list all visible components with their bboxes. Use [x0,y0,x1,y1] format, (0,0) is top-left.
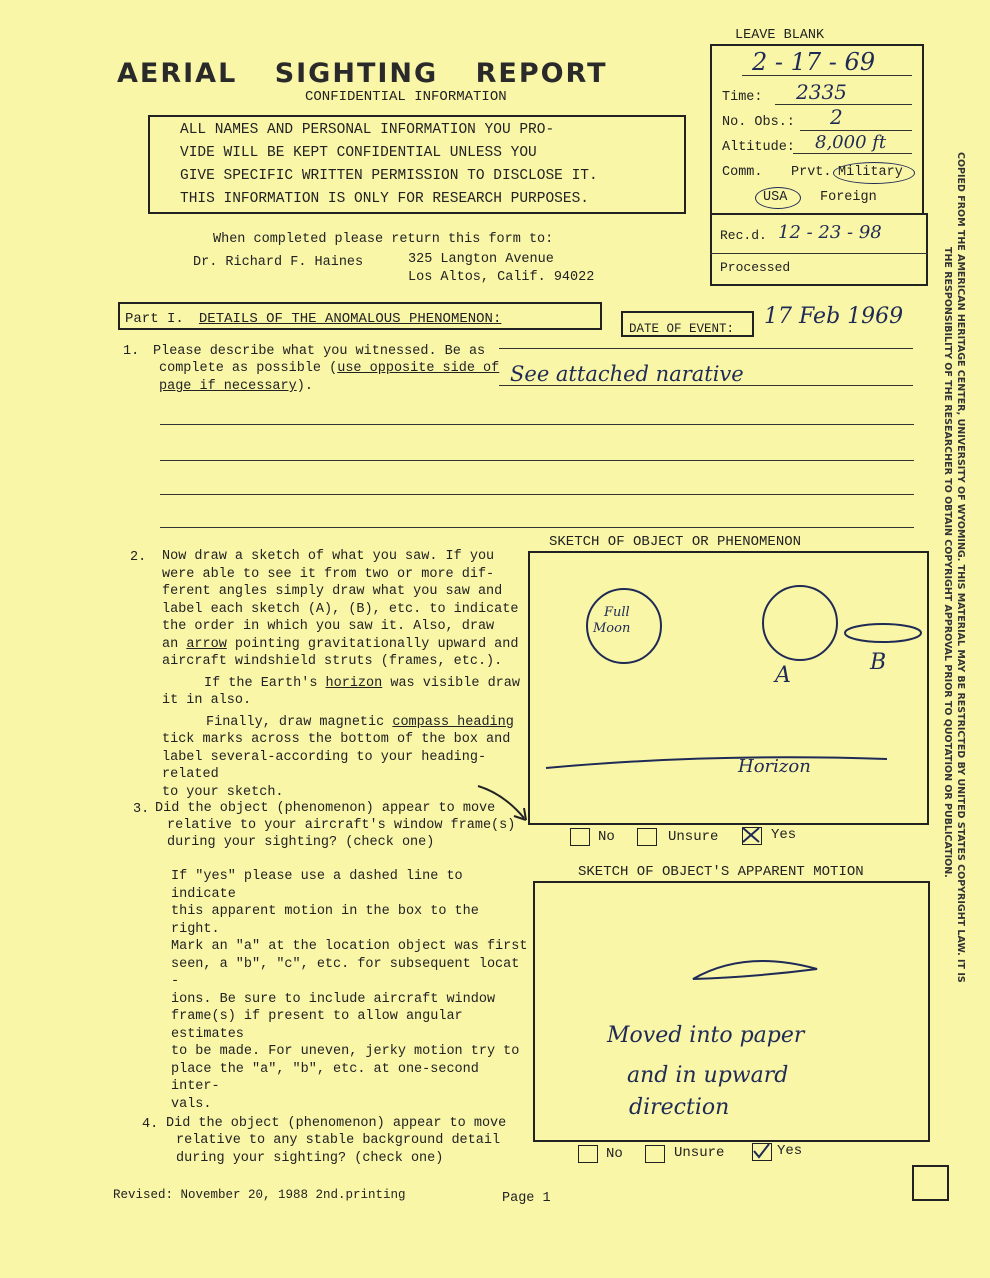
q2-number: 2. [130,550,147,565]
q2-l10a: Finally, draw magnetic [206,714,393,730]
title-word-2: SIGHTING [274,58,439,89]
q2-line: were able to see it from two or more dif- [162,566,495,582]
q3-instruction-line: place the "a", "b", etc. at one-second inter- [171,1061,479,1094]
q1-answer: See attached narative [510,362,744,386]
horizon-label: Horizon [738,756,811,777]
q2-line [162,636,532,654]
q4-number: 4. [142,1117,159,1132]
q4-unsure-label: Unsure [674,1145,725,1161]
q4-no-checkbox[interactable] [578,1145,598,1163]
check-mark-icon [751,1142,771,1160]
q1-number: 1. [123,344,140,359]
received-divider [710,253,928,254]
object-b-label: B [870,650,887,675]
q4-line1: Did the object (phenomenon) appear to move [166,1116,507,1131]
sketch2-drawing [535,883,928,1140]
motion-note-3: direction [629,1095,730,1120]
foreign-label: Foreign [820,190,877,205]
report-date: 2 - 17 - 69 [752,48,876,76]
q1-answer-line [160,424,914,425]
q2-line: tick marks across the bottom of the box and [162,732,511,747]
q3-instruction-line: to be made. For uneven, jerky motion try to [171,1044,520,1059]
q1-answer-line [499,348,913,349]
q1-answer-line [160,460,914,461]
q3-instruction-line: Mark an "a" at the location object was first [171,939,528,954]
q1-line1: Please describe what you witnessed. Be as [153,344,486,359]
q2-line: ferent angles simply draw what you saw and [162,584,503,599]
q4-line3: during your sighting? (check one) [176,1151,444,1166]
motion-note-1: Moved into paper [607,1023,805,1048]
q1-line2-a: complete as possible ( [159,361,338,376]
q3-yes-checkbox[interactable] [742,827,762,845]
q1-line3-b: ). [296,379,313,394]
q3-unsure-checkbox[interactable] [637,828,657,846]
usa-circle [755,187,801,209]
confidential-notice [148,115,686,214]
q2-line: to your sketch. [162,784,284,800]
date-of-event-label: DATE OF EVENT: [629,322,735,336]
q1-line3-a: page if necessary [159,379,297,394]
part1-heading: DETAILS OF THE ANOMALOUS PHENOMENON: [198,311,502,327]
q2-l8b: horizon [325,675,383,691]
q1-answer-line [160,494,914,495]
q3-number: 3. [133,802,150,817]
q4-yes-checkbox[interactable] [752,1143,772,1161]
leave-blank-label: LEAVE BLANK [735,28,825,43]
q1-answer-line [499,385,913,386]
q2-l8a: If the Earth's [204,675,326,691]
time-underline [775,104,912,105]
q4-line2: relative to any stable background detail [176,1133,501,1148]
q2-line: label several-according to your heading-related [162,749,487,782]
q3-instruction-line: vals. [171,1096,212,1112]
date-of-event-value: 17 Feb 1969 [764,304,904,329]
prvt-label: Prvt. [791,165,832,180]
military-label: Military [838,165,903,180]
altitude-label: Altitude: [722,140,795,155]
q2-line [162,714,532,732]
q3-line1: Did the object (phenomenon) appear to move [155,801,496,816]
date-underline [742,75,912,76]
usa-label: USA [763,190,788,205]
time-label: Time: [722,90,763,105]
sketch2-box [533,881,930,1142]
q3-instruction-line: seen, a "b", "c", etc. for subsequent locat - [171,956,520,989]
q2-text [162,548,532,801]
notice-line: VIDE WILL BE KEPT CONFIDENTIAL UNLESS YOU [180,145,537,161]
notice-line: THIS INFORMATION IS ONLY FOR RESEARCH PURPOSES. [180,191,589,207]
q3-no-checkbox[interactable] [570,828,590,846]
q2-line: it in also. [162,693,252,708]
sketch1-title: SKETCH OF OBJECT OR PHENOMENON [549,534,802,550]
return-label: When completed please return this form to: [213,232,554,247]
comm-label: Comm. [722,165,763,180]
q2-l6a: an [162,636,187,652]
return-name: Dr. Richard F. Haines [193,255,364,270]
date-of-event-box [621,311,754,337]
page-number: Page 1 [502,1191,551,1206]
title-word-3: REPORT [475,58,608,89]
q1-line2 [159,360,499,378]
q1-line2-b: use opposite side of [337,361,500,376]
corner-box [912,1165,949,1201]
received-label: Rec.d. [720,228,767,243]
full-moon-label-2: Moon [593,621,631,636]
check-mark-icon [741,826,761,844]
object-a-label: A [775,663,791,688]
copyright-line-1: COPIED FROM THE AMERICAN HERITAGE CENTER, UNIVERSITY OF WYOMING. THIS MATERIAL MAY BE RESTRICTED BY UNITED STATES COPYRIGHT LAW. IT IS [955,152,966,983]
sketch1-box [528,551,929,825]
form-title [117,58,652,89]
return-address-2: Los Altos, Calif. 94022 [408,270,595,285]
q4-no-label: No [606,1146,623,1162]
processed-label: Processed [720,260,791,275]
part1-heading-box [118,302,602,330]
part1-label: Part I. [125,311,184,327]
object-saucer-shape [693,961,817,979]
q3-instructions [171,868,531,1113]
q3-instruction-line: frame(s) if present to allow angular estimates [171,1009,463,1042]
q4-unsure-checkbox[interactable] [645,1145,665,1163]
notice-line: ALL NAMES AND PERSONAL INFORMATION YOU PRO- [180,122,555,138]
title-word-1: AERIAL [117,58,238,89]
full-moon-label-1: Full [604,605,630,620]
q3-instruction-line: If "yes" please use a dashed line to indicate [171,869,463,902]
q1-line3 [159,378,313,396]
q2-l6c: pointing gravitationally upward and [226,636,519,652]
obs-label: No. Obs.: [722,115,795,130]
sketch2-title: SKETCH OF OBJECT'S APPARENT MOTION [578,864,864,880]
obs-underline [800,130,912,131]
object-a-circle [763,586,837,660]
q2-line: Now draw a sketch of what you saw. If you [162,549,495,564]
q2-l8c: was visible draw [382,675,520,691]
copyright-line-2: THE RESPONSIBILITY OF THE RESEARCHER TO OBTAIN COPYRIGHT APPROVAL PRIOR TO QUOTATION OR PUBLICATION. [942,247,953,878]
notice-line: GIVE SPECIFIC WRITTEN PERMISSION TO DISCLOSE IT. [180,168,598,184]
received-value: 12 - 23 - 98 [778,222,882,243]
q2-line: the order in which you saw it. Also, draw [162,619,495,634]
q3-instruction-line: this apparent motion in the box to the right. [171,904,479,937]
obs-value: 2 [830,105,843,129]
q2-line [162,675,532,693]
q1-answer-line [160,527,914,528]
confidential-label: CONFIDENTIAL INFORMATION [305,89,507,105]
q3-line3: during your sighting? (check one) [167,835,435,850]
altitude-value: 8,000 ft [815,132,887,153]
q2-line: label each sketch (A), (B), etc. to indicate [162,601,519,617]
time-value: 2335 [796,80,847,104]
q3-instruction-line: ions. Be sure to include aircraft window [171,991,496,1007]
q3-no-label: No [598,829,615,845]
q2-line: aircraft windshield struts (frames, etc.). [162,654,503,669]
return-address-1: 325 Langton Avenue [408,252,554,267]
q4-yes-label: Yes [777,1143,803,1159]
military-circle [833,162,915,184]
sketch1-drawing [530,553,927,823]
altitude-underline [793,153,912,154]
q2-l6b: arrow [186,636,227,652]
revised-note: Revised: November 20, 1988 2nd.printing [113,1188,406,1202]
object-b-ellipse [845,624,921,642]
q3-yes-label: Yes [771,827,797,843]
q3-line2: relative to your aircraft's window frame(s) [167,818,516,833]
horizon-line [546,757,887,768]
q3-unsure-label: Unsure [668,829,719,845]
q2-l10b: compass heading [392,714,514,730]
motion-note-2: and in upward [627,1063,789,1088]
